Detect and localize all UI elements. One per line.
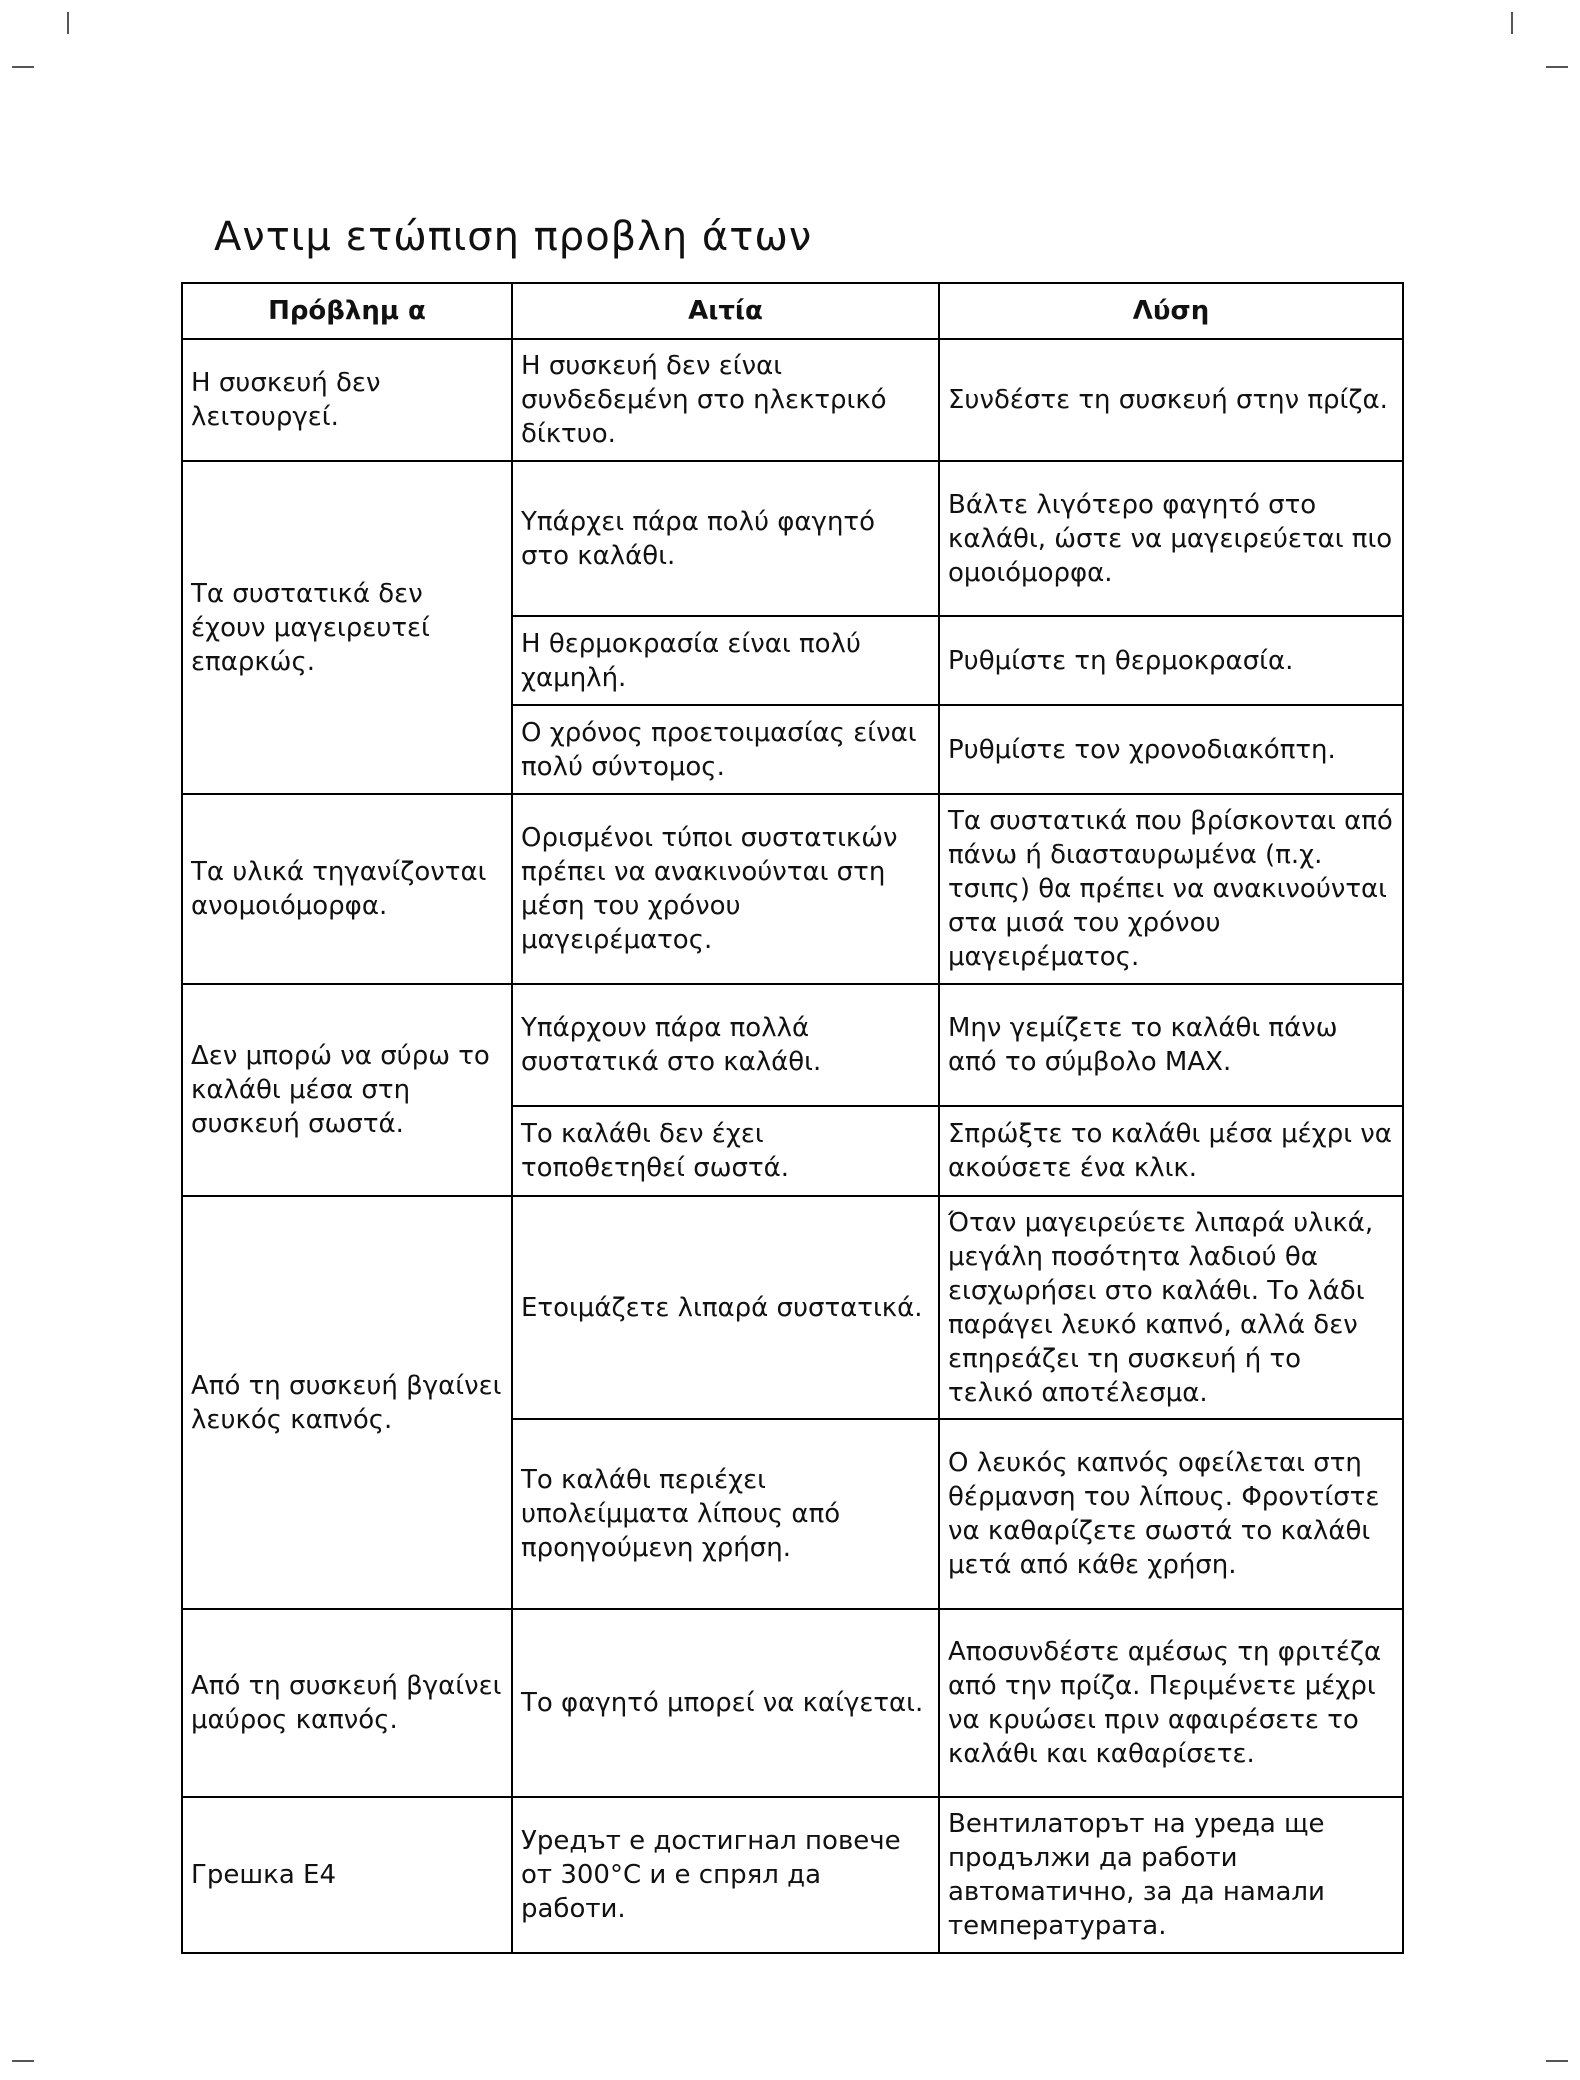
page-title: Αντιμ ετώπιση προβλη άτων [214,214,813,260]
solution-cell: Βάλτε λιγότερο φαγητό στο καλάθι, ώστε να μαγειρεύεται πιο ομοιόμορφα. [939,461,1403,616]
crop-mark-top-left-h [12,66,34,68]
problem-cell: Грешка Е4 [182,1797,512,1953]
solution-cell: Συνδέστε τη συσκευή στην πρίζα. [939,339,1403,461]
cause-cell: Το καλάθι δεν έχει τοποθετηθεί σωστά. [512,1106,939,1196]
problem-cell: Δεν μπορώ να σύρω το καλάθι μέσα στη συσκευή σωστά. [182,984,512,1196]
cause-cell: Ο χρόνος προετοιμασίας είναι πολύ σύντομος. [512,705,939,794]
table-header-row [182,283,1403,339]
cause-cell: Υπάρχουν πάρα πολλά συστατικά στο καλάθι. [512,984,939,1106]
table-row [182,339,1403,461]
crop-mark-top-right-v [1511,12,1513,34]
problem-cell: Η συσκευή δεν λειτουργεί. [182,339,512,461]
solution-cell: Αποσυνδέστε αμέσως τη φριτέζα από την πρίζα. Περιμένετε μέχρι να κρυώσει πριν αφαιρέσετε το καλάθι και καθαρίσετε. [939,1609,1403,1797]
crop-mark-bottom-left-h [12,2060,34,2062]
cause-cell: Ορισμένοι τύποι συστατικών πρέπει να ανακινούνται στη μέση του χρόνου μαγειρέματος. [512,794,939,984]
problem-cell: Από τη συσκευή βγαίνει μαύρος καπνός. [182,1609,512,1797]
solution-cell: Τα συστατικά που βρίσκονται από πάνω ή διασταυρωμένα (π.χ. τσιπς) θα πρέπει να ανακινούνται στα μισά του χρόνου μαγειρέματος. [939,794,1403,984]
header-problem: Πρόβλημ α [182,283,512,339]
problem-cell: Τα υλικά τηγανίζονται ανομοιόμορφα. [182,794,512,984]
solution-cell: Σπρώξτε το καλάθι μέσα μέχρι να ακούσετε ένα κλικ. [939,1106,1403,1196]
solution-cell: Ρυθμίστε τη θερμοκρασία. [939,616,1403,705]
crop-mark-top-right-h [1546,66,1568,68]
cause-cell: Ετοιμάζετε λιπαρά συστατικά. [512,1196,939,1419]
table-row [182,461,1403,616]
table-row [182,794,1403,984]
cause-cell: Υπάρχει πάρα πολύ φαγητό στο καλάθι. [512,461,939,616]
table-row [182,1609,1403,1797]
troubleshooting-table [181,282,1404,1954]
cause-cell: Το καλάθι περιέχει υπολείμματα λίπους από προηγούμενη χρήση. [512,1419,939,1609]
solution-cell: Вентилаторът на уреда ще продължи да работи автоматично, за да намали температурата. [939,1797,1403,1953]
header-cause: Αιτία [512,283,939,339]
solution-cell: Όταν μαγειρεύετε λιπαρά υλικά, μεγάλη ποσότητα λαδιού θα εισχωρήσει στο καλάθι. Το λάδι παράγει λευκό καπνό, αλλά δεν επηρεάζει τη συσκευή ή το τελικό αποτέλεσμα. [939,1196,1403,1419]
cause-cell: Η συσκευή δεν είναι συνδεδεμένη στο ηλεκτρικό δίκτυο. [512,339,939,461]
solution-cell: Ρυθμίστε τον χρονοδιακόπτη. [939,705,1403,794]
problem-cell: Από τη συσκευή βγαίνει λευκός καπνός. [182,1196,512,1609]
solution-cell: Ο λευκός καπνός οφείλεται στη θέρμανση του λίπους. Φροντίστε να καθαρίζετε σωστά το καλάθι μετά από κάθε χρήση. [939,1419,1403,1609]
cause-cell: Уредът е достигнал повече от 300°C и е спрял да работи. [512,1797,939,1953]
table-row [182,1797,1403,1953]
solution-cell: Μην γεμίζετε το καλάθι πάνω από το σύμβολο MAX. [939,984,1403,1106]
table-row [182,1196,1403,1419]
crop-mark-top-left-v [67,12,69,34]
cause-cell: Η θερμοκρασία είναι πολύ χαμηλή. [512,616,939,705]
cause-cell: Το φαγητό μπορεί να καίγεται. [512,1609,939,1797]
table-row [182,984,1403,1106]
header-solution: Λύση [939,283,1403,339]
crop-mark-bottom-right-h [1546,2060,1568,2062]
problem-cell: Τα συστατικά δεν έχουν μαγειρευτεί επαρκώς. [182,461,512,794]
